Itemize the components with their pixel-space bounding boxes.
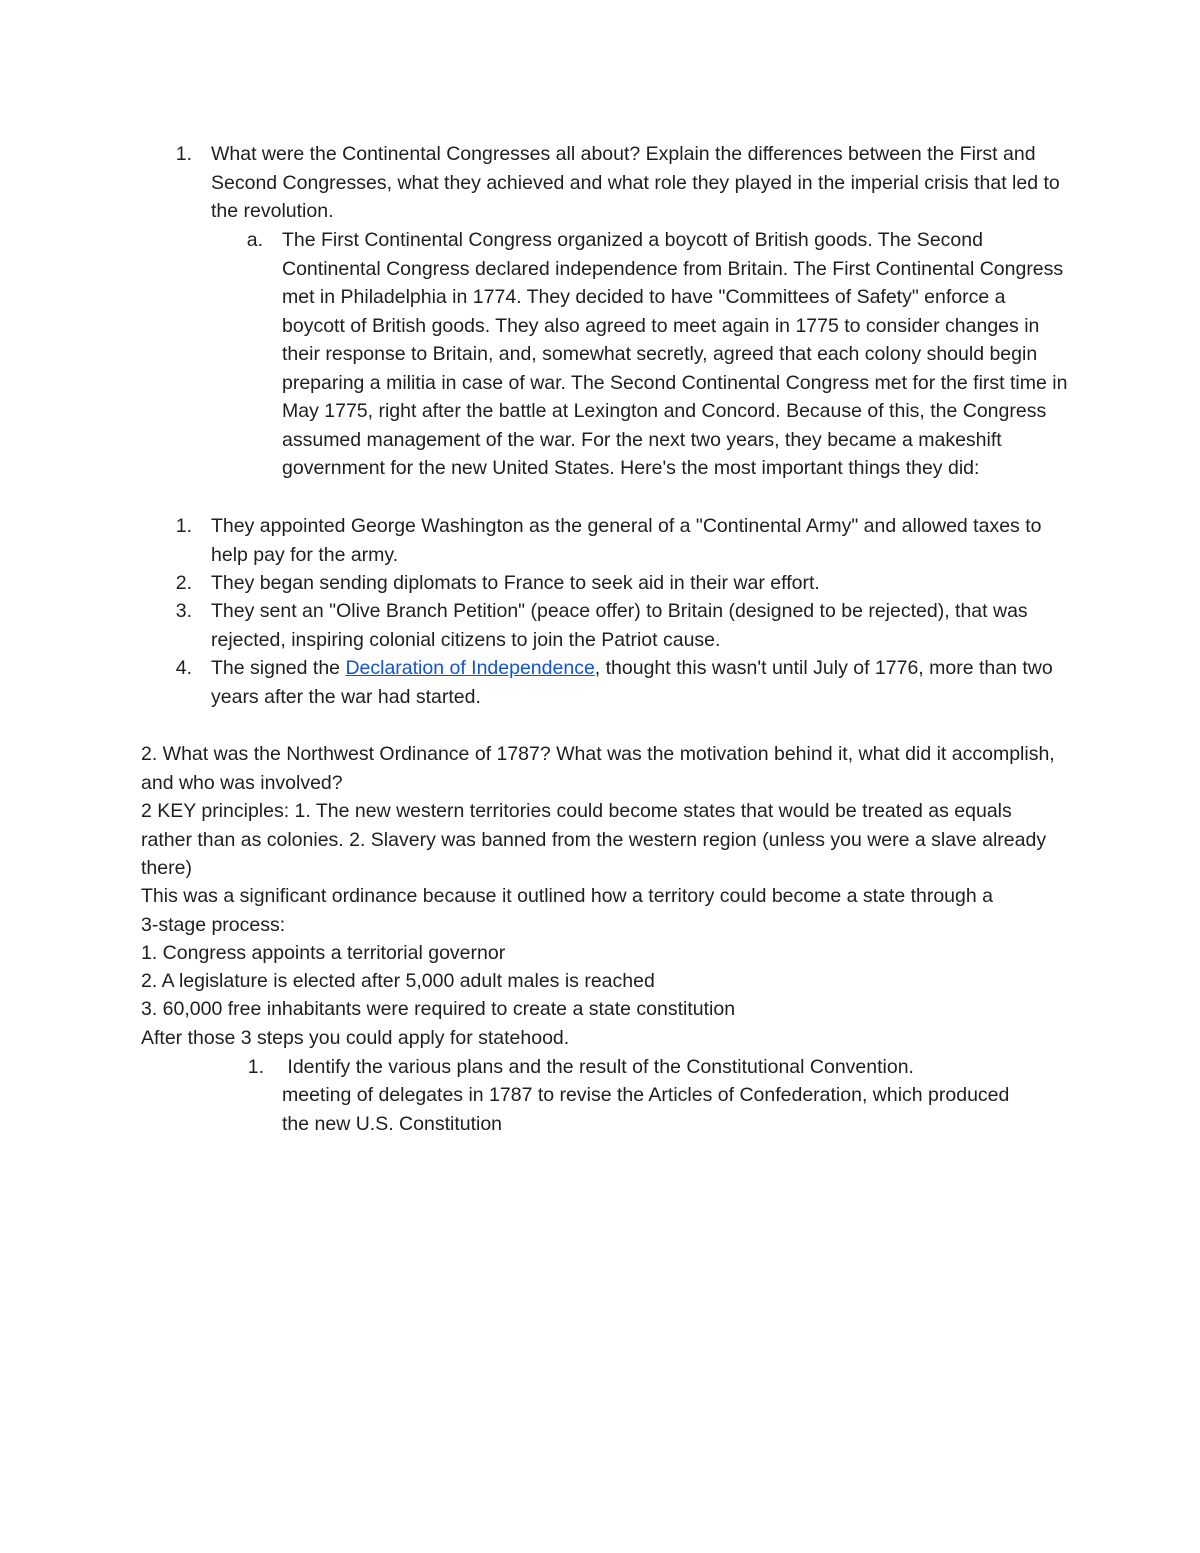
q2-question: 2. What was the Northwest Ordinance of 1787? What was the motivation behind it, what did it accomplish, and who was involved? xyxy=(141,743,1055,794)
q2-step-1: 1. Congress appoints a territorial governor xyxy=(141,942,506,964)
q1-item-4 xyxy=(211,654,1071,711)
q2-step-2: 2. A legislature is elected after 5,000 adult males is reached xyxy=(141,970,655,992)
q2-after: After those 3 steps you could apply for statehood. xyxy=(141,1027,570,1049)
declaration-link[interactable]: Declaration of Independence xyxy=(345,657,595,679)
q1-answer-marker: a. xyxy=(246,229,263,251)
q2-principles: 2 KEY principles: 1. The new western territories could become states that would be treated as equals rather than as colonies. 2. Slavery was banned from the western region (unless you were a slave already there) xyxy=(141,800,1047,879)
q1-answer: The First Continental Congress organized a boycott of British goods. The Second Continental Congress declared independence from Britain. The First Continental Congress met in Philadelphia in 1774. They decided to have "Committees of Safety" enforce a boycott of British goods. They also agreed to meet again in 1775 to consider changes in their response to Britain, and, somewhat secretly, agreed that each colony should begin preparing a militia in case of war. The Second Continental Congress met for the first time in May 1775, right after the battle at Lexington and Concord. Because of this, the Congress assumed management of the war. For the next two years, they became a makeshift government for the new United States. Here's the most important things they did: xyxy=(282,229,1068,479)
q1-item-2: They began sending diplomats to France to seek aid in their war effort. xyxy=(211,572,820,594)
q2-step-3: 3. 60,000 free inhabitants were required to create a state constitution xyxy=(141,998,736,1020)
q1-number: 1. xyxy=(175,143,192,165)
q1-item-4-text-before: The signed the xyxy=(211,657,346,679)
q3-question: Identify the various plans and the result of the Constitutional Convention. xyxy=(282,1056,914,1078)
q1-item-2-number: 2. xyxy=(175,572,192,594)
q1-item-4-text-after: , thought this wasn't until July of 1776, more than two years after the war had started. xyxy=(211,657,1053,708)
q1-item-3-number: 3. xyxy=(175,600,192,622)
q1-item-1-number: 1. xyxy=(175,515,192,537)
q1-item-3: They sent an "Olive Branch Petition" (peace offer) to Britain (designed to be rejected), that was rejected, inspiring colonial citizens to join the Patriot cause. xyxy=(211,600,1028,651)
q1-item-1: They appointed George Washington as the general of a "Continental Army" and allowed taxes to help pay for the army. xyxy=(211,515,1042,566)
q1-question: What were the Continental Congresses all about? Explain the differences between the First and Second Congresses, what they achieved and what role they played in the imperial crisis that led to the revolution. xyxy=(211,143,1060,222)
q3-number: 1. xyxy=(247,1056,264,1078)
q3-answer: meeting of delegates in 1787 to revise the Articles of Confederation, which produced the new U.S. Constitution xyxy=(282,1084,1010,1135)
q1-item-4-number: 4. xyxy=(175,657,192,679)
q2-significance: This was a significant ordinance because it outlined how a territory could become a state through a 3-stage process: xyxy=(141,885,993,936)
